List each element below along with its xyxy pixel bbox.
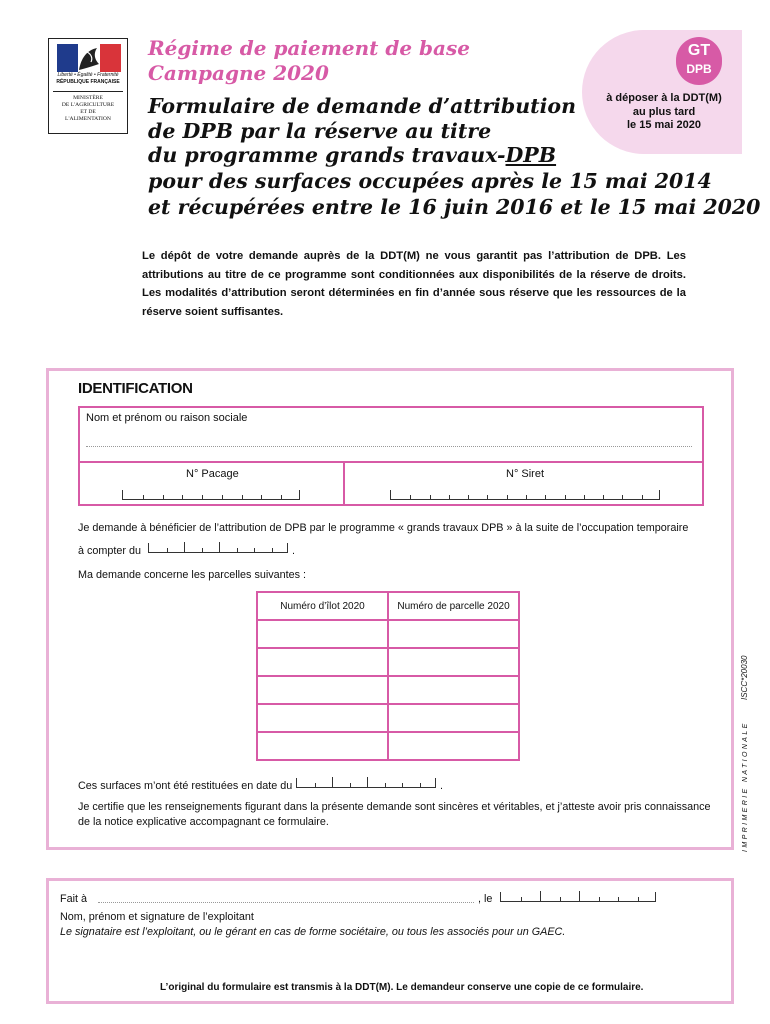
ministry-line: MINISTÈRE <box>73 95 103 101</box>
siret-label: N° Siret <box>506 468 545 480</box>
signature-label: Nom, prénom et signature de l’exploitant <box>60 911 254 923</box>
comb-tick <box>219 542 220 552</box>
form-title-line: de DPB par la réserve au titre <box>148 119 492 143</box>
comb-tick <box>599 897 600 901</box>
restituted-label: Ces surfaces m’ont été restituées en date du <box>78 780 293 792</box>
from-label: à compter du <box>78 545 142 557</box>
deposit-deadline <box>590 92 738 133</box>
comb-tick <box>402 783 403 787</box>
islet-cell[interactable] <box>257 732 388 760</box>
parcels-text: Ma demande concerne les parcelles suivantes : <box>78 569 307 581</box>
islet-column-header: Numéro d’îlot 2020 <box>257 592 388 620</box>
place-field[interactable] <box>98 902 474 903</box>
restitution-date-field[interactable] <box>296 778 436 788</box>
logo-republic: RÉPUBLIQUE FRANÇAISE <box>56 79 120 85</box>
intro-paragraph: Le dépôt de votre demande auprès de la DDT(M) ne vous garantit pas l’attribution de DPB. Les attributions au titre de ce programme sont conditionnées aux disponibilités de la réserve de droits. Les modalités d’attribution seront déterminées en fin d’année sous réserve que les ressources de la réserve soient suffisantes. <box>142 250 686 319</box>
comb-tick <box>350 783 351 787</box>
form-code-top: GT <box>687 42 711 59</box>
period: . <box>292 545 295 557</box>
start-date-field[interactable] <box>148 543 288 553</box>
comb-tick <box>638 897 639 901</box>
fait-label: Fait à <box>60 893 88 905</box>
comb-tick <box>163 495 164 499</box>
siret-field[interactable] <box>390 490 660 500</box>
comb-tick <box>565 495 566 499</box>
date-label: , le <box>478 893 493 905</box>
parcel-column-header: Numéro de parcelle 2020 <box>388 592 519 620</box>
certify-text: Je certifie que les renseignements figurant dans la présente demande sont sincères et véritables, et j’atteste avoir pris connaissance <box>78 801 711 813</box>
comb-tick <box>410 495 411 499</box>
table-row <box>257 620 519 648</box>
comb-tick <box>143 495 144 499</box>
comb-tick <box>420 783 421 787</box>
comb-tick <box>242 495 243 499</box>
name-label: Nom et prénom ou raison sociale <box>86 412 248 424</box>
comb-tick <box>332 777 333 787</box>
form-title-line: Formulaire de demande d’attribution <box>148 94 576 118</box>
islet-cell[interactable] <box>257 676 388 704</box>
comb-tick <box>315 783 316 787</box>
table-row <box>257 676 519 704</box>
parcel-cell[interactable] <box>388 620 519 648</box>
parcel-cell[interactable] <box>388 676 519 704</box>
islet-cell[interactable] <box>257 704 388 732</box>
republic-logo <box>48 38 128 134</box>
pacage-field[interactable] <box>122 490 300 500</box>
form-title-line: et récupérées entre le 16 juin 2016 et le 15 mai 2020 <box>148 195 761 219</box>
form-code-badge <box>676 37 722 85</box>
comb-tick <box>642 495 643 499</box>
table-row <box>257 732 519 760</box>
comb-tick <box>526 495 527 499</box>
comb-tick <box>521 897 522 901</box>
form-code-bottom: DPB <box>686 62 712 76</box>
table-row <box>257 704 519 732</box>
comb-tick <box>579 891 580 901</box>
comb-tick <box>281 495 282 499</box>
comb-tick <box>237 548 238 552</box>
scheme-title: Régime de paiement de base <box>148 36 470 60</box>
comb-tick <box>202 495 203 499</box>
identity-divider <box>78 461 704 463</box>
identity-column-divider <box>343 461 345 506</box>
ministry-name <box>51 95 125 123</box>
ministry-line: L'ALIMENTATION <box>65 116 111 122</box>
parcel-cell[interactable] <box>388 732 519 760</box>
ministry-line: ET DE <box>80 109 96 115</box>
ministry-line: DE L'AGRICULTURE <box>61 102 115 108</box>
table-header-row <box>257 592 519 620</box>
certify-text: de la notice explicative accompagnant ce formulaire. <box>78 816 329 828</box>
comb-tick <box>618 897 619 901</box>
parcel-cell[interactable] <box>388 704 519 732</box>
table-row <box>257 648 519 676</box>
comb-tick <box>222 495 223 499</box>
signatory-note: Le signataire est l’exploitant, ou le gérant en cas de forme sociétaire, ou tous les associés pour un GAEC. <box>60 926 566 938</box>
comb-tick <box>540 891 541 901</box>
logo-motto: Liberté • Égalité • Fraternité <box>57 72 119 78</box>
name-field[interactable] <box>86 446 692 447</box>
comb-tick <box>367 777 368 787</box>
marianne-icon <box>57 44 121 72</box>
comb-tick <box>487 495 488 499</box>
comb-tick <box>184 542 185 552</box>
islet-cell[interactable] <box>257 620 388 648</box>
campaign-title: Campagne 2020 <box>148 61 329 85</box>
comb-tick <box>272 548 273 552</box>
pacage-label: N° Pacage <box>186 468 239 480</box>
identification-title: IDENTIFICATION <box>78 380 193 397</box>
parcel-cell[interactable] <box>388 648 519 676</box>
comb-tick <box>182 495 183 499</box>
form-title-text: du programme grands travaux- <box>148 143 506 167</box>
comb-tick <box>584 495 585 499</box>
comb-tick <box>202 548 203 552</box>
comb-tick <box>261 495 262 499</box>
form-title-underlined: DPB <box>505 143 557 167</box>
comb-tick <box>167 548 168 552</box>
comb-tick <box>545 495 546 499</box>
comb-tick <box>430 495 431 499</box>
original-note: L’original du formulaire est transmis à la DDT(M). Le demandeur conserve une copie de ce formulaire. <box>160 982 644 993</box>
parcels-table <box>256 591 520 761</box>
form-title-line <box>148 143 556 167</box>
printer-mark: IMPRIMERIE NATIONALE <box>742 721 749 852</box>
deposit-line: le 15 mai 2020 <box>626 119 701 131</box>
comb-tick <box>507 495 508 499</box>
comb-tick <box>385 783 386 787</box>
period: . <box>440 780 443 792</box>
form-title-line: pour des surfaces occupées après le 15 mai 2014 <box>148 169 712 193</box>
deposit-line: au plus tard <box>632 105 696 118</box>
logo-separator <box>53 91 123 92</box>
comb-tick <box>603 495 604 499</box>
comb-tick <box>622 495 623 499</box>
request-text: Je demande à bénéficier de l’attribution de DPB par le programme « grands travaux DPB » à la suite de l’occupation temporaire <box>78 522 689 534</box>
islet-cell[interactable] <box>257 648 388 676</box>
reference-mark: ISCC*20030 <box>740 655 749 700</box>
signature-date-field[interactable] <box>500 892 656 902</box>
comb-tick <box>449 495 450 499</box>
comb-tick <box>254 548 255 552</box>
comb-tick <box>468 495 469 499</box>
comb-tick <box>560 897 561 901</box>
deposit-line: à déposer à la DDT(M) <box>606 92 722 104</box>
